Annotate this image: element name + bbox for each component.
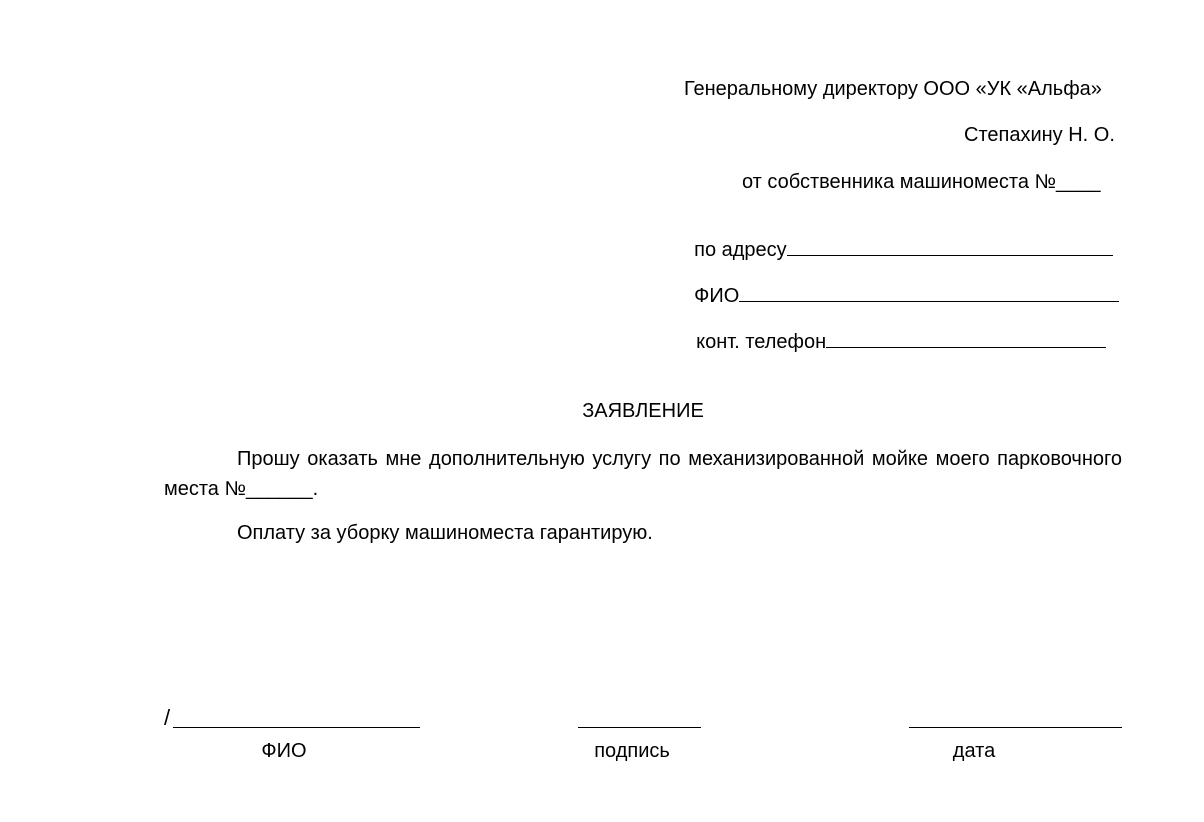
phone-field-row [685,309,1106,352]
guarantee-paragraph: Оплату за уборку машиноместа гарантирую. [237,522,653,544]
address-label: по адресу [694,239,787,261]
request-paragraph: Прошу оказать мне дополнительную услугу по механизированной мойке моего парковочного места №______. [164,448,1122,500]
fio-field-row [683,263,1119,306]
signature-line [578,726,701,728]
phone-blank [826,329,1106,348]
fio-caption: ФИО [261,740,307,762]
fio-blank [739,283,1119,302]
phone-label: конт. телефон [696,331,827,353]
fio-signature-line [173,726,420,728]
owner-parking-number-line: от собственника машиноместа №____ [742,171,1101,193]
address-blank [787,237,1113,256]
addressee-line: Генеральному директору ООО «УК «Альфа» [684,78,1102,100]
document-title: ЗАЯВЛЕНИЕ [582,400,704,422]
signature-caption: подпись [594,740,670,762]
signature-slash: / [164,705,171,730]
addressee-name: Степахину Н. О. [964,124,1115,146]
date-caption: дата [952,740,996,762]
address-field-row [683,217,1113,260]
fio-label: ФИО [694,285,740,307]
date-line [909,726,1122,728]
